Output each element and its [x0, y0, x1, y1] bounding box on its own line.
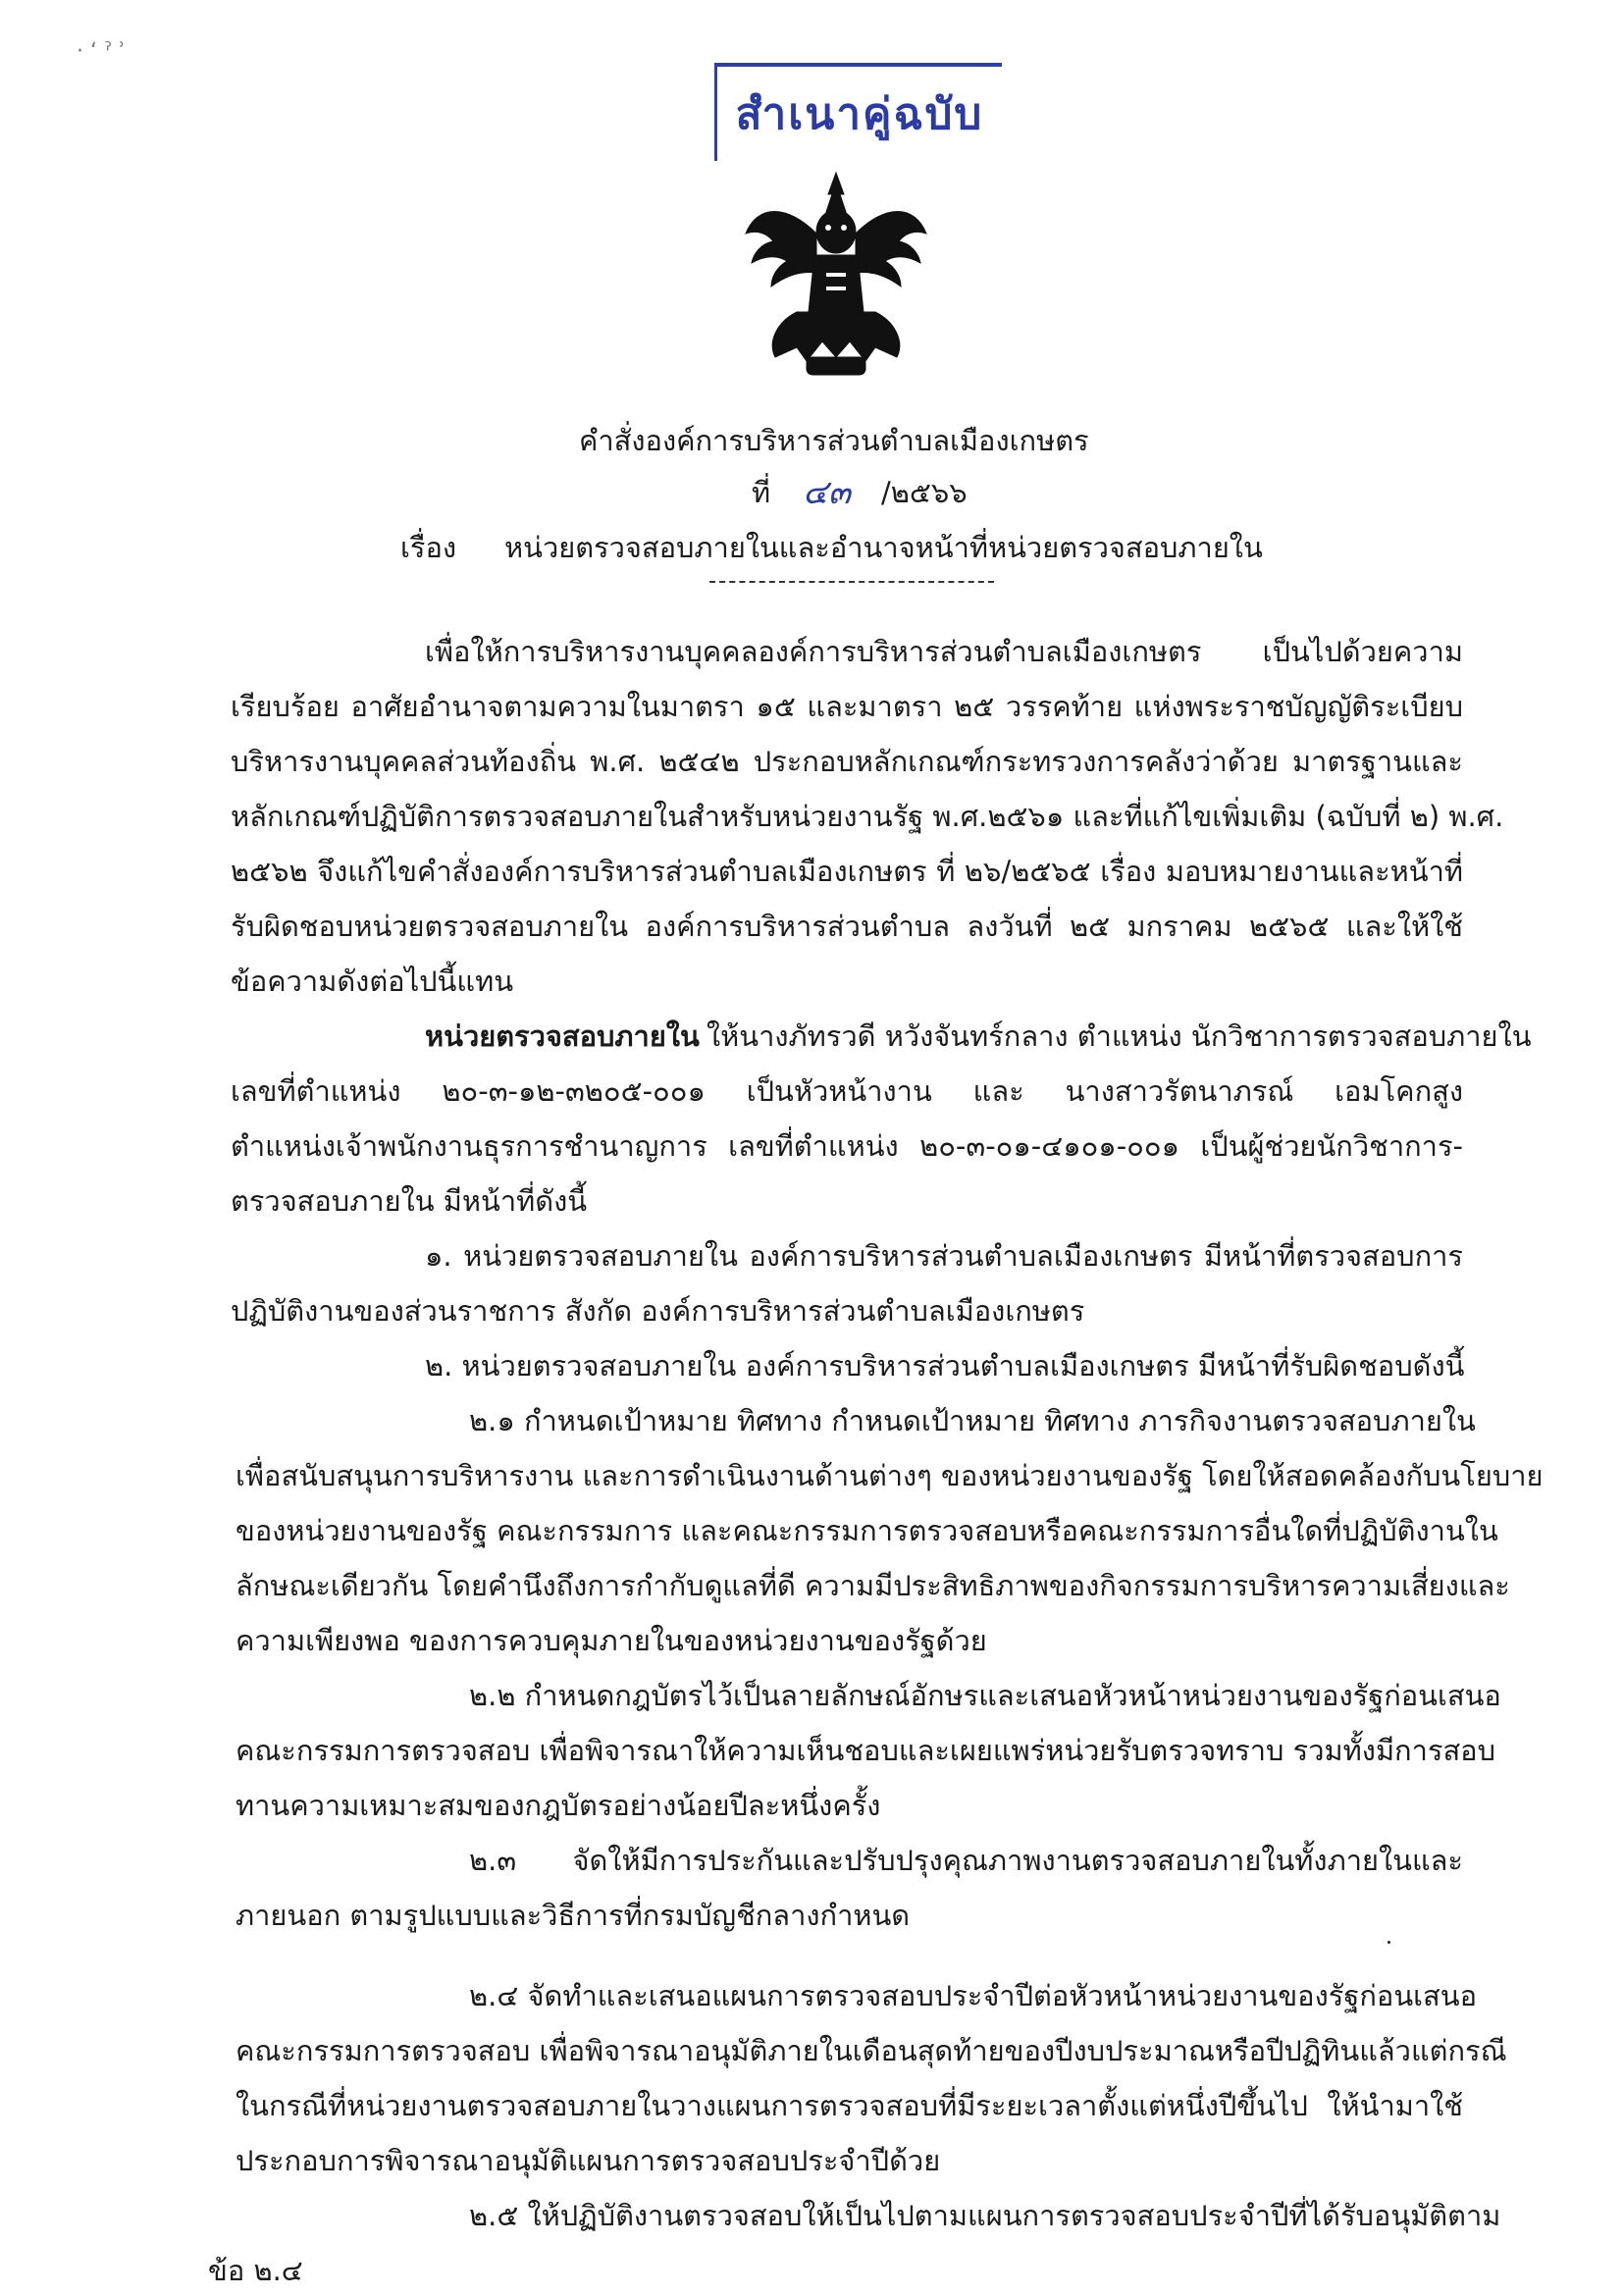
text-line: ๒.๕ ให้ปฏิบัติงานตรวจสอบให้เป็นไปตามแผนการตรวจสอบประจำปีที่ได้รับอนุมัติตาม	[469, 2199, 1501, 2232]
text-line: ความเพียงพอ ของการควบคุมภายในของหน่วยงานของรัฐด้วย	[236, 1624, 987, 1657]
text-line: เพื่อให้การบริหารงานบุคคลองค์การบริหารส่วนตำบลเมืองเกษตร เป็นไปด้วยความ	[425, 635, 1463, 668]
subject-label: เรื่อง	[400, 531, 457, 564]
text-line: เลขที่ตำแหน่ง ๒๐-๓-๑๒-๓๒๐๕-๐๐๑ เป็นหัวหน้างาน และ นางสาวรัตนาภรณ์ เอมโคกสูง	[231, 1074, 1463, 1108]
text-line: ๒๕๖๒ จึงแก้ไขคำสั่งองค์การบริหารส่วนตำบลเมืองเกษตร ที่ ๒๖/๒๕๖๕ เรื่อง มอบหมายงานและหน้าที่	[231, 855, 1463, 888]
text-line: ปฏิบัติงานของส่วนราชการ สังกัด องค์การบริหารส่วนตำบลเมืองเกษตร	[231, 1294, 1085, 1328]
text-line: ข้อความดังต่อไปนี้แทน	[231, 965, 514, 998]
text-line: ๒.๓ จัดให้มีการประกันและปรับปรุงคุณภาพงานตรวจสอบภายในทั้งภายในและ	[469, 1844, 1463, 1877]
text-line: เรียบร้อย อาศัยอำนาจตามความในมาตรา ๑๕ และมาตรา ๒๕ วรรคท้าย แห่งพระราชบัญญัติระเบียบ	[231, 690, 1463, 723]
text-line: บริหารงานบุคคลส่วนท้องถิ่น พ.ศ. ๒๕๔๒ ประกอบหลักเกณฑ์กระทรวงการคลังว่าด้วย มาตรฐานและ	[231, 745, 1463, 778]
text-line: ภายนอก ตามรูปแบบและวิธีการที่กรมบัญชีกลางกำหนด	[236, 1899, 911, 1932]
order-number-prefix: ที่	[752, 476, 771, 509]
text-line: ประกอบการพิจารณาอนุมัติแผนการตรวจสอบประจำปีด้วย	[236, 2144, 941, 2177]
divider	[709, 581, 994, 583]
text-line: หลักเกณฑ์ปฏิบัติการตรวจสอบภายในสำหรับหน่วยงานรัฐ พ.ศ.๒๕๖๑ และที่แก้ไขเพิ่มเติม (ฉบับที่ ๒) พ.ศ.	[231, 800, 1504, 833]
corner-scribble: · ʻ ˀ ʾ	[77, 39, 126, 64]
duty-item-2: ๒. หน่วยตรวจสอบภายใน องค์การบริหารส่วนตำบลเมืองเกษตร มีหน้าที่รับผิดชอบดังนี้	[425, 1349, 1465, 1383]
text-line: ๒.๒ กำหนดกฎบัตรไว้เป็นลายลักษณ์อักษรและเสนอหัวหน้าหน่วยงานของรัฐก่อนเสนอ	[469, 1679, 1501, 1712]
internal-audit-heading: หน่วยตรวจสอบภายใน	[425, 1019, 700, 1053]
text-line: ๒.๑ กำหนดเป้าหมาย ทิศทาง กำหนดเป้าหมาย ทิศทาง ภารกิจงานตรวจสอบภายใน	[469, 1404, 1476, 1437]
copy-stamp: สำเนาคู่ฉบับ	[714, 63, 1002, 161]
garuda-emblem-icon	[738, 165, 934, 387]
text-line: ให้นางภัทรวดี หวังจันทร์กลาง ตำแหน่ง นักวิชาการตรวจสอบภายใน	[707, 1019, 1532, 1053]
text-line: เพื่อสนับสนุนการบริหารงาน และการดำเนินงานด้านต่างๆ ของหน่วยงานของรัฐ โดยให้สอดคล้องกับนโยบาย	[236, 1459, 1544, 1492]
order-title: คำสั่งองค์การบริหารส่วนตำบลเมืองเกษตร	[579, 424, 1089, 457]
scan-speck	[1387, 1941, 1390, 1944]
text-line: ทานความเหมาะสมของกฎบัตรอย่างน้อยปีละหนึ่งครั้ง	[236, 1789, 881, 1822]
text-line: ๒.๔ จัดทำและเสนอแผนการตรวจสอบประจำปีต่อหัวหน้าหน่วยงานของรัฐก่อนเสนอ	[469, 1979, 1477, 2012]
order-number-handwritten: ๔๓	[803, 473, 851, 512]
text-line: ลักษณะเดียวกัน โดยคำนึงถึงการกำกับดูแลที่ดี ความมีประสิทธิภาพของกิจกรรมการบริหารความเสี่ยงและ	[236, 1569, 1510, 1602]
text-line: ๑. หน่วยตรวจสอบภายใน องค์การบริหารส่วนตำบลเมืองเกษตร มีหน้าที่ตรวจสอบการ	[425, 1239, 1463, 1273]
text-line: คณะกรรมการตรวจสอบ เพื่อพิจารณาให้ความเห็นชอบและเผยแพร่หน่วยรับตรวจทราบ รวมทั้งมีการสอบ	[236, 1734, 1496, 1767]
text-line: ข้อ ๒.๔	[208, 2254, 303, 2287]
text-line: รับผิดชอบหน่วยตรวจสอบภายใน องค์การบริหารส่วนตำบล ลงวันที่ ๒๕ มกราคม ๒๕๖๕ และให้ใช้	[231, 910, 1463, 943]
text-line: คณะกรรมการตรวจสอบ เพื่อพิจารณาอนุมัติภายในเดือนสุดท้ายของปีงบประมาณหรือปีปฏิทินแล้วแต่กรณี	[236, 2034, 1507, 2067]
text-line: ในกรณีที่หน่วยงานตรวจสอบภายในวางแผนการตรวจสอบที่มีระยะเวลาตั้งแต่หนึ่งปีขึ้นไป ให้นำมาใช้	[236, 2089, 1463, 2122]
subject-text: หน่วยตรวจสอบภายในและอำนาจหน้าที่หน่วยตรวจสอบภายใน	[504, 531, 1263, 564]
text-line: ของหน่วยงานของรัฐ คณะกรรมการ และคณะกรรมการตรวจสอบหรือคณะกรรมการอื่นใดที่ปฏิบัติงานใน	[236, 1514, 1498, 1547]
text-line: ตำแหน่งเจ้าพนักงานธุรการชำนาญการ เลขที่ตำแหน่ง ๒๐-๓-๐๑-๔๑๐๑-๐๐๑ เป็นผู้ช่วยนักวิชาการ-	[231, 1129, 1463, 1163]
text-line: ตรวจสอบภายใน มีหน้าที่ดังนี้	[231, 1184, 588, 1218]
order-number-year: /๒๕๖๖	[881, 476, 968, 509]
